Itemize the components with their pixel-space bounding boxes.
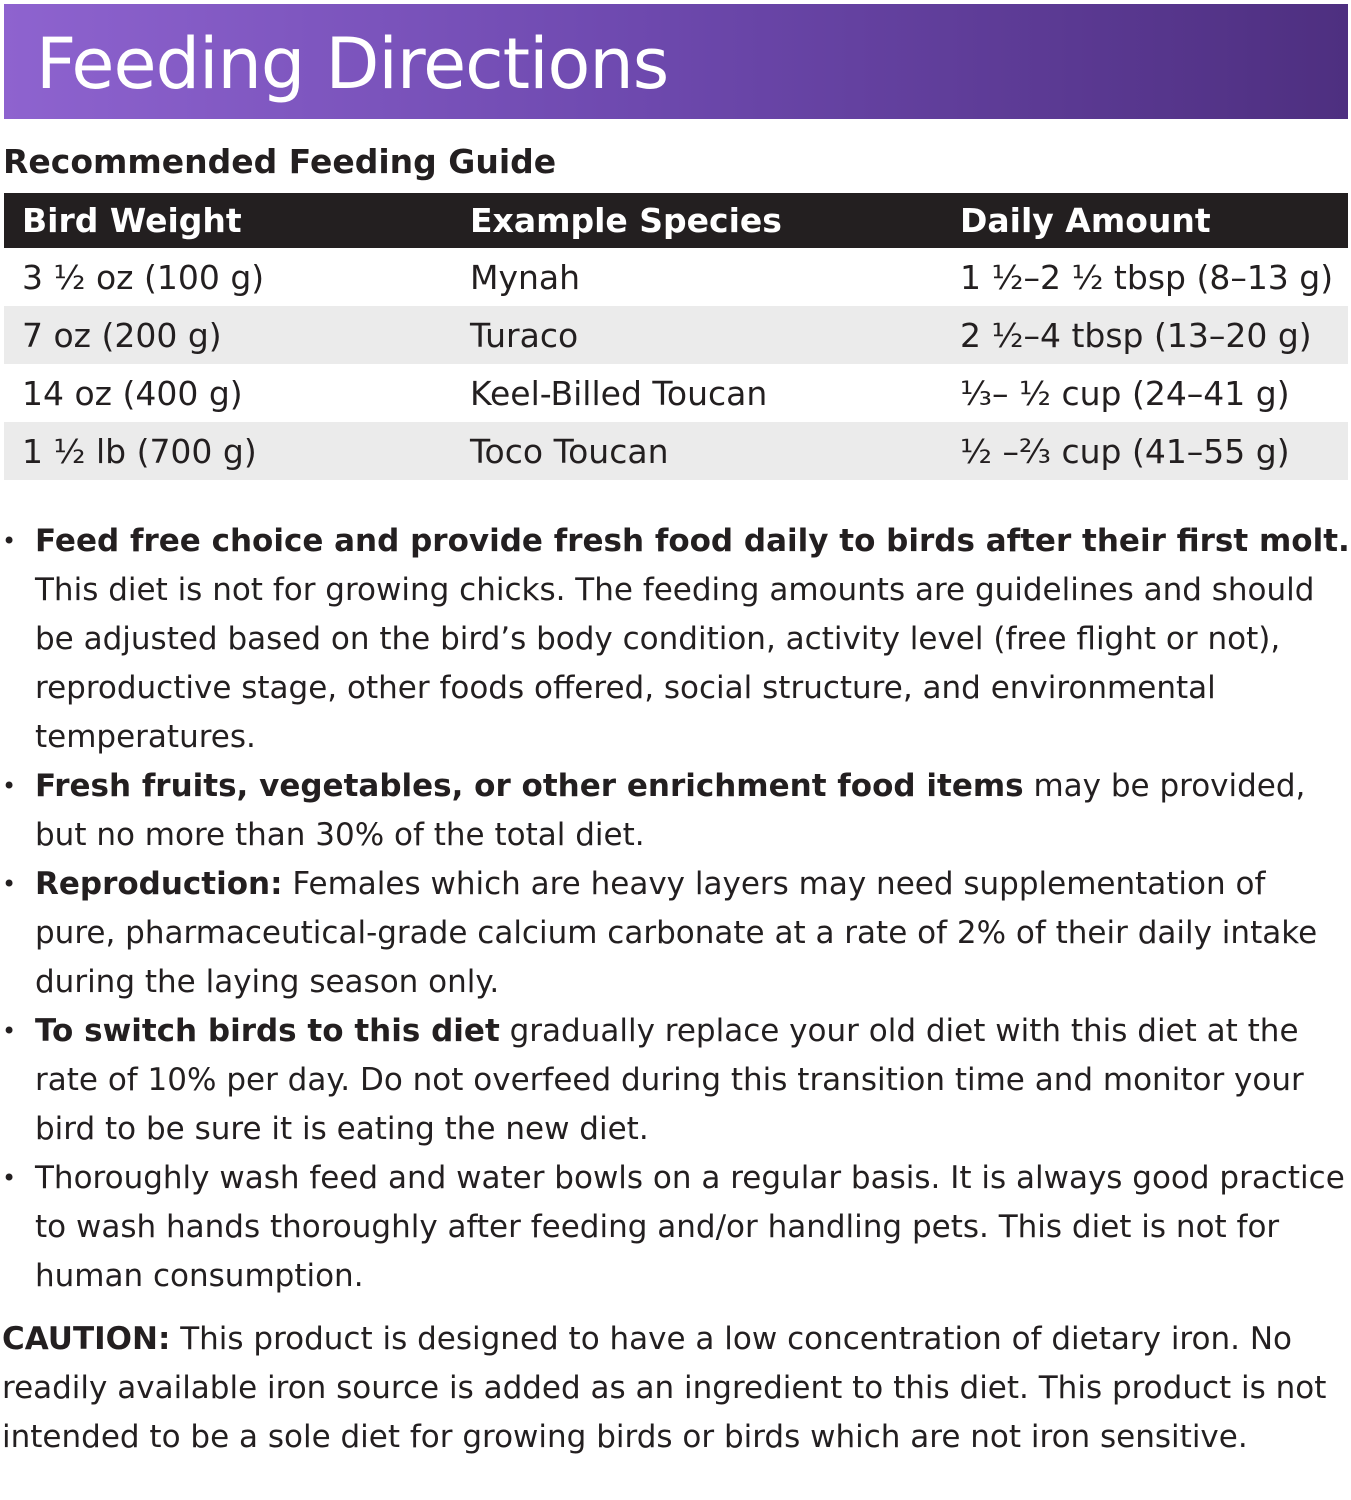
bullet-marker: •: [2, 1017, 17, 1045]
cell-daily-amount: 2 ½–4 tbsp (13–20 g): [960, 315, 1312, 355]
caution-label: CAUTION:: [2, 1321, 171, 1357]
feeding-guide-title: Recommended Feeding Guide: [3, 142, 557, 181]
list-item: [0, 860, 1351, 1007]
table-header-row: [4, 193, 1348, 248]
list-item: [0, 1154, 1351, 1301]
header-banner: [4, 4, 1348, 119]
bullet-marker: •: [2, 527, 17, 555]
cell-bird-weight: 14 oz (400 g): [22, 373, 243, 413]
bullet-body-text: may be provided, but no more than 30% of the total diet.: [35, 768, 1306, 853]
list-item: [0, 1007, 1351, 1154]
feeding-instructions-list: [0, 517, 1351, 1301]
page-title: Feeding Directions: [36, 23, 669, 105]
cell-example-species: Keel-Billed Toucan: [470, 373, 768, 413]
cell-example-species: Turaco: [470, 315, 579, 355]
cell-example-species: Toco Toucan: [470, 431, 669, 471]
column-header-example-species: Example Species: [470, 201, 782, 240]
cell-daily-amount: 1 ½–2 ½ tbsp (8–13 g): [960, 257, 1334, 297]
table-row: [4, 422, 1348, 480]
bullet-body-text: This diet is not for growing chicks. The feeding amounts are guidelines and should be adjusted based on the bird’s body condition, activity level (free flight or not), reproductive stage, other foods offered, social structure, and environmental temperatures.: [35, 572, 1315, 755]
column-header-daily-amount: Daily Amount: [960, 201, 1211, 240]
bullet-lead-text: Fresh fruits, vegetables, or other enrichment food items: [35, 768, 1024, 804]
column-header-bird-weight: Bird Weight: [22, 201, 242, 240]
table-body: [4, 248, 1348, 480]
bullet-marker: •: [2, 772, 17, 800]
table-row: [4, 306, 1348, 364]
cell-bird-weight: 3 ½ oz (100 g): [22, 257, 265, 297]
list-item: [0, 517, 1351, 762]
bullet-body-text: Females which are heavy layers may need supplementation of pure, pharmaceutical-grade calcium carbonate at a rate of 2% of their daily intake during the laying season only.: [35, 866, 1318, 1000]
bullet-marker: •: [2, 870, 17, 898]
feeding-guide-table: [4, 193, 1348, 480]
cell-daily-amount: ⅓– ½ cup (24–41 g): [960, 373, 1290, 413]
caution-text: This product is designed to have a low concentration of dietary iron. No readily available iron source is added as an ingredient to this diet. This product is not intended to be a sole diet for growing birds or birds which are not iron sensitive.: [2, 1321, 1327, 1455]
list-item: [0, 762, 1351, 860]
cell-example-species: Mynah: [470, 257, 581, 297]
bullet-lead-text: Reproduction:: [35, 866, 283, 902]
bullet-marker: •: [2, 1164, 17, 1192]
table-header: [4, 193, 1348, 248]
bullet-lead-text: To switch birds to this diet: [35, 1013, 500, 1049]
table-row: [4, 248, 1348, 306]
cell-bird-weight: 1 ½ lb (700 g): [22, 431, 257, 471]
table-row: [4, 364, 1348, 422]
bullet-body-text: Thoroughly wash feed and water bowls on a regular basis. It is always good practice to wash hands thoroughly after feeding and/or handling pets. This diet is not for human consumption.: [35, 1160, 1345, 1294]
caution-notice: [2, 1315, 1347, 1462]
bullet-body-text: gradually replace your old diet with this diet at the rate of 10% per day. Do not overfeed during this transition time and monitor your bird to be sure it is eating the new diet.: [35, 1013, 1304, 1147]
cell-bird-weight: 7 oz (200 g): [22, 315, 222, 355]
bullet-lead-text: Feed free choice and provide fresh food daily to birds after their first molt.: [35, 523, 1350, 559]
cell-daily-amount: ½ –⅔ cup (41–55 g): [960, 431, 1290, 471]
